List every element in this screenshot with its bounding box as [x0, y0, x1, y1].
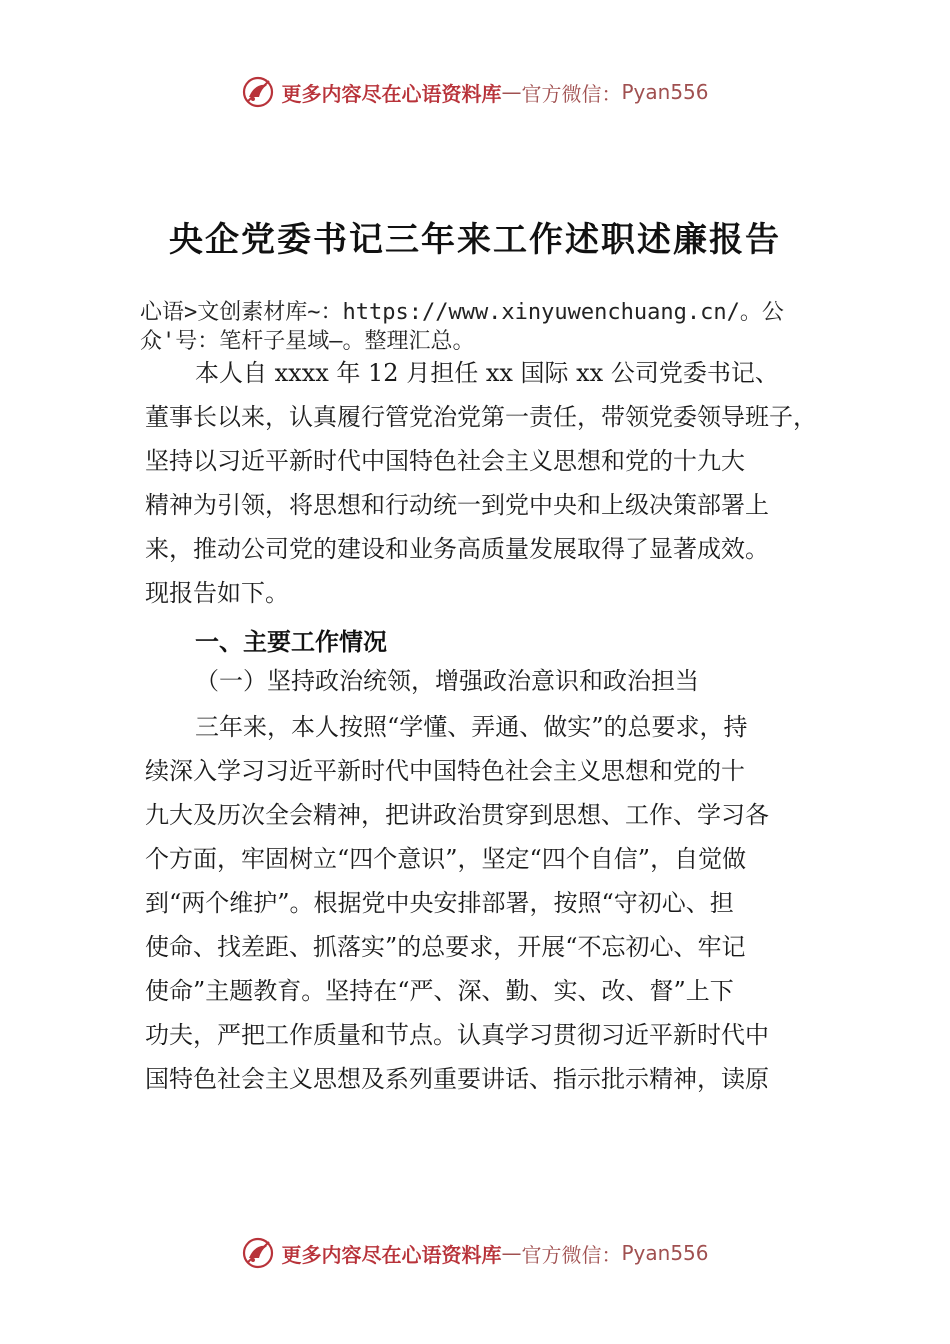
- para2-line: 个方面，牢固树立“四个意识”，坚定“四个自信”，自觉做: [145, 845, 747, 873]
- para2-line: 到“两个维护”。根据党中央安排部署，按照“守初心、担: [145, 889, 734, 917]
- header-watermark: [0, 72, 950, 112]
- xinyu-logo-icon: [241, 75, 275, 109]
- para2-line: 九大及历次全会精神，把讲政治贯穿到思想、工作、学习各: [145, 801, 769, 829]
- para1-line: 现报告如下。: [145, 579, 289, 607]
- para1-line: 董事长以来，认真履行管党治党第一责任，带领党委领导班子，: [145, 403, 817, 431]
- para2-line: 功夫，严把工作质量和节点。认真学习贯彻习近平新时代中: [145, 1021, 769, 1049]
- para2-line: 使命”主题教育。坚持在“严、深、勤、实、改、督”上下: [145, 977, 734, 1005]
- xinyu-logo-icon: [241, 1236, 275, 1270]
- document-title: 央企党委书记三年来工作述职述廉报告: [169, 220, 781, 260]
- watermark-label: 更多内容尽在心语资料库: [281, 81, 502, 106]
- para2-line: 国特色社会主义思想及系列重要讲话、指示批示精神，读原: [145, 1065, 769, 1093]
- watermark-separator: —: [501, 1241, 522, 1265]
- source-attribution: [140, 298, 810, 356]
- source-line-2: 众'号：笔杆子星域—。整理汇总。: [140, 329, 475, 354]
- para1-line: 精神为引领，将思想和行动统一到党中央和上级决策部署上: [145, 491, 769, 519]
- watermark-separator: —: [501, 80, 522, 104]
- para2-line: 续深入学习习近平新时代中国特色社会主义思想和党的十: [145, 757, 745, 785]
- para1-line: 坚持以习近平新时代中国特色社会主义思想和党的十九大: [145, 447, 745, 475]
- para2-line: 使命、找差距、抓落实”的总要求，开展“不忘初心、牢记: [145, 933, 746, 961]
- para1-line: 来，推动公司党的建设和业务高质量发展取得了显著成效。: [145, 535, 769, 563]
- source-line-1: 心语>文创素材库~：https://www.xinyuwenchuang.cn/。公: [140, 300, 784, 325]
- watermark-wechat-prefix: 官方微信：: [521, 81, 622, 106]
- watermark-wechat-id: Pyan556: [621, 1241, 709, 1265]
- watermark-wechat-prefix: 官方微信：: [521, 1242, 622, 1267]
- section-heading: 一、主要工作情况: [195, 628, 387, 656]
- para2-line: 三年来，本人按照“学懂、弄通、做实”的总要求，持: [195, 713, 748, 741]
- watermark-label: 更多内容尽在心语资料库: [281, 1242, 502, 1267]
- footer-watermark: [0, 1233, 950, 1273]
- para1-line: 本人自 xxxx 年 12 月担任 xx 国际 xx 公司党委书记、: [195, 359, 779, 387]
- watermark-wechat-id: Pyan556: [621, 80, 709, 104]
- subsection-heading: （一）坚持政治统领，增强政治意识和政治担当: [195, 667, 699, 695]
